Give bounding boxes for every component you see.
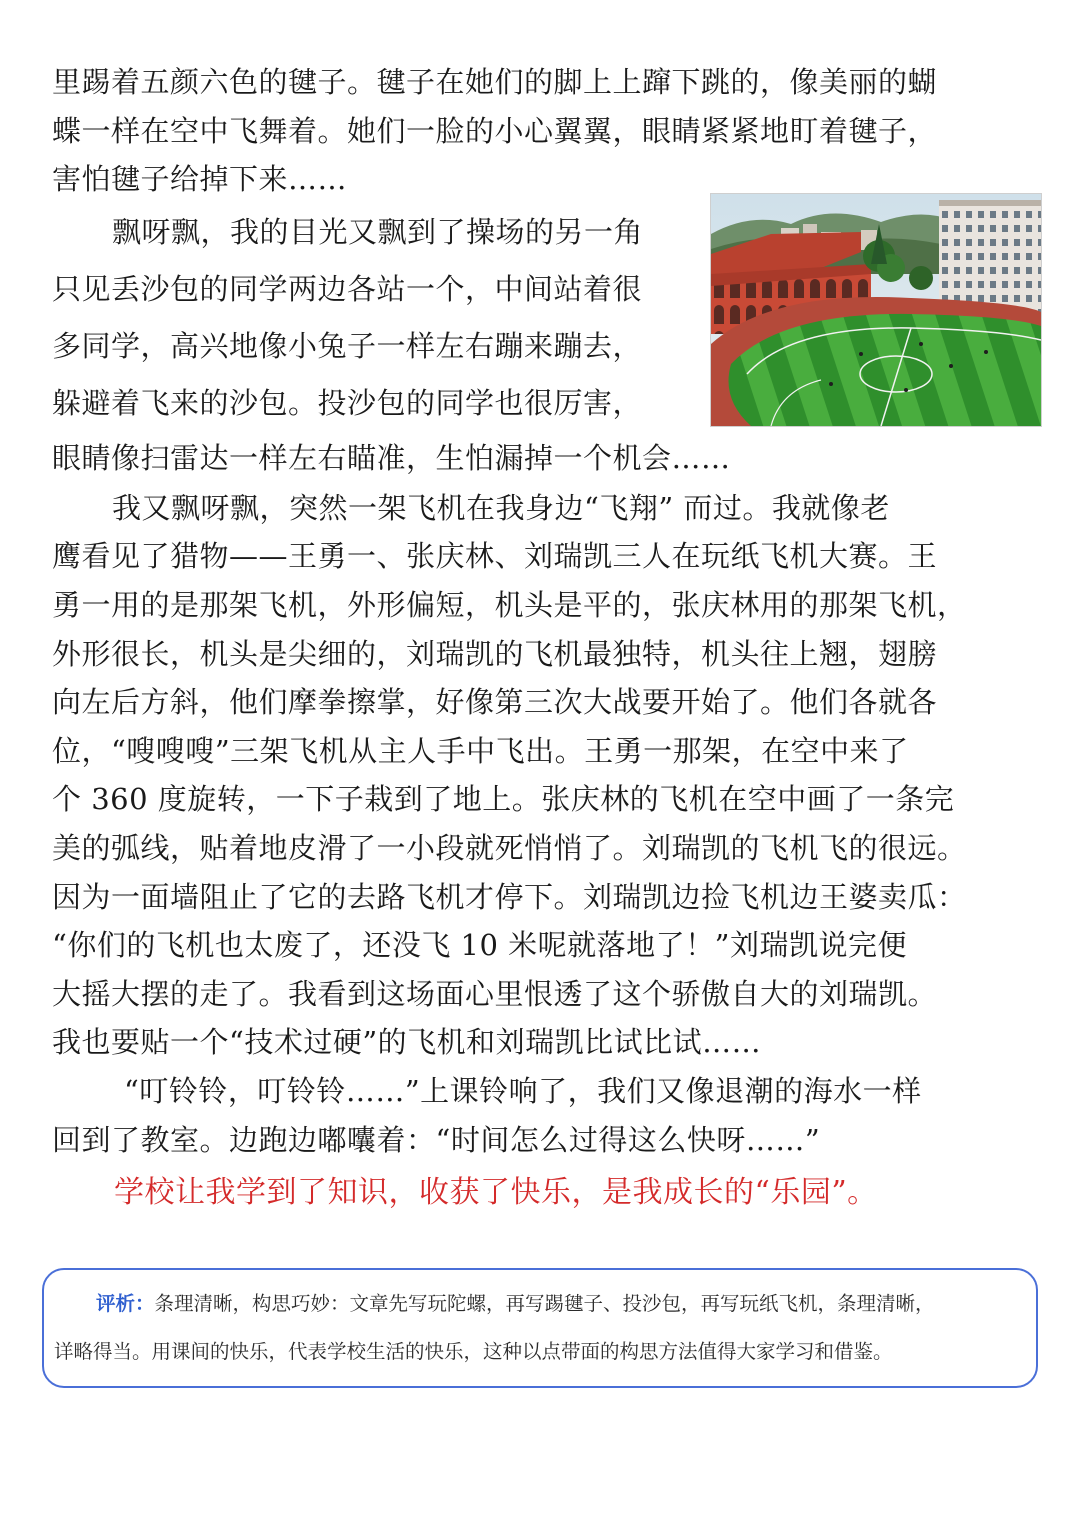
essay-line: 鹰看见了猎物——王勇一、张庆林、刘瑞凯三人在玩纸飞机大赛。王 [52, 539, 938, 574]
essay-line: “叮铃铃，叮铃铃……”上课铃响了，我们又像退潮的海水一样 [124, 1073, 922, 1108]
essay-line: 躲避着飞来的沙包。投沙包的同学也很厉害， [52, 385, 643, 420]
essay-line: 回到了教室。边跑边嘟囔着：“时间怎么过得这么快呀……” [52, 1122, 821, 1157]
essay-line: 大摇大摆的走了。我看到这场面心里恨透了这个骄傲自大的刘瑞凯。 [52, 976, 938, 1011]
essay-line: 美的弧线，贴着地皮滑了一小段就死悄悄了。刘瑞凯的飞机飞的很远。 [52, 830, 967, 865]
essay-line: 个 360 度旋转，一下子栽到了地上。张庆林的飞机在空中画了一条完 [52, 782, 955, 817]
essay-line: 害怕毽子给掉下来…… [52, 162, 348, 197]
essay-line: 飘呀飘，我的目光又飘到了操场的另一角 [112, 214, 644, 249]
essay-line: 里踢着五颜六色的毽子。毽子在她们的脚上上蹿下跳的，像美丽的蝴 [52, 65, 938, 99]
essay-line: “你们的飞机也太废了，还没飞 10 米呢就落地了！”刘瑞凯说完便 [52, 928, 907, 963]
essay-line: 因为一面墙阻止了它的去路飞机才停下。刘瑞凯边捡飞机边王婆卖瓜： [52, 879, 967, 914]
essay-line: 勇一用的是那架飞机，外形偏短，机头是平的，张庆林用的那架飞机， [52, 587, 967, 622]
essay-line: 蝶一样在空中飞舞着。她们一脸的小心翼翼，眼睛紧紧地盯着毽子， [52, 113, 938, 148]
school-playground-photo [710, 193, 1042, 427]
essay-line: 只见丢沙包的同学两边各站一个，中间站着很 [52, 271, 643, 306]
comment-body-2: 详略得当。用课间的快乐，代表学校生活的快乐，这种以点带面的构思方法值得大家学习和借鉴。 [54, 1340, 893, 1363]
comment-body-1: 条理清晰，构思巧妙：文章先写玩陀螺，再写踢毽子、投沙包，再写玩纸飞机，条理清晰， [154, 1292, 935, 1315]
comment-box [42, 1268, 1038, 1388]
comment-line-2 [54, 1328, 1029, 1376]
comment-line-1 [54, 1280, 1029, 1328]
conclusion-text: 学校让我学到了知识，收获了快乐，是我成长的“乐园”。 [114, 1175, 878, 1211]
essay-line: 我也要贴一个“技术过硬”的飞机和刘瑞凯比试比试…… [52, 1025, 762, 1060]
essay-line: 位，“嗖嗖嗖”三架飞机从主人手中飞出。王勇一那架，在空中来了 [52, 733, 909, 768]
essay-line: 我又飘呀飘，突然一架飞机在我身边“飞翔” 而过。我就像老 [112, 490, 890, 525]
essay-line: 眼睛像扫雷达一样左右瞄准，生怕漏掉一个机会…… [52, 440, 731, 475]
comment-text [54, 1280, 1029, 1376]
essay-line: 多同学，高兴地像小兔子一样左右蹦来蹦去， [52, 328, 643, 363]
essay-line: 向左后方斜，他们摩拳擦掌，好像第三次大战要开始了。他们各就各 [52, 685, 938, 720]
comment-label: 评析： [96, 1292, 155, 1315]
essay-line: 外形很长，机头是尖细的，刘瑞凯的飞机最独特，机头往上翘，翅膀 [52, 636, 938, 671]
